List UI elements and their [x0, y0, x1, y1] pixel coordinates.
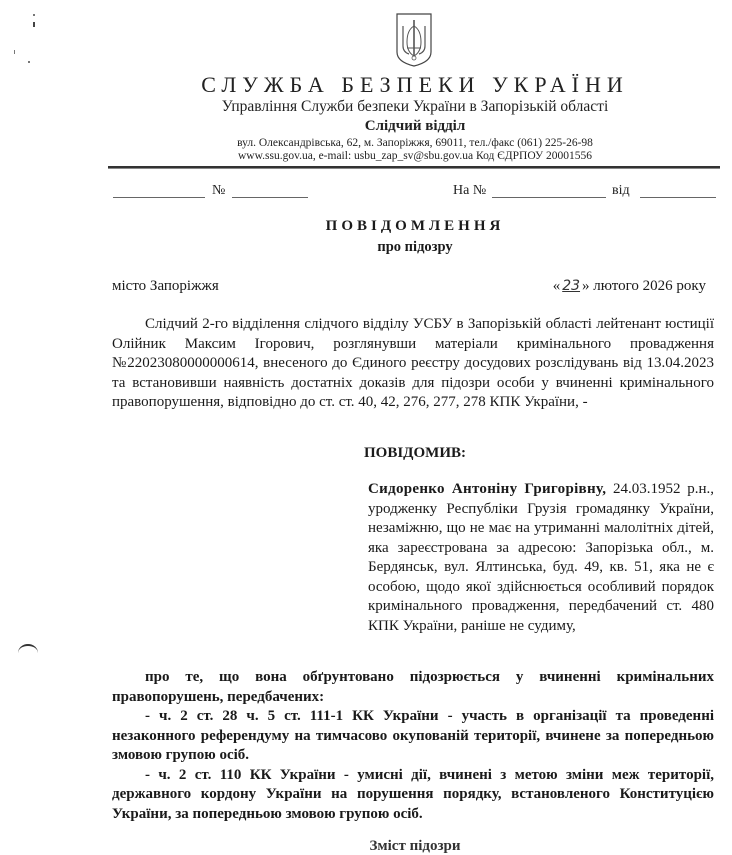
- suspect-name: Сидоренко Антоніну Григорівну,: [368, 481, 607, 497]
- city: місто Запоріжжя: [112, 278, 219, 294]
- intro-paragraph: Слідчий 2-го відділення слідчого відділу УСБУ в Запорізькій області лейтенант юстиції Олійник Максим Ігорович, розглянувши матеріали кримінального провадження №22023080000000614, внесеного до Єдиного реєстру досудових розслідувань від 13.04.2023 та встановивши наявність достатніх доказів для підозри особи у вчиненні кримінального правопорушення, відповідно до ст. ст. 40, 42, 276, 277, 278 КПК України, -: [112, 316, 714, 410]
- suspicion-block: [112, 668, 714, 824]
- contact-web-email: www.ssu.gov.ua, e-mail: usbu_zap_sv@sbu.gov.ua Код ЄДРПОУ 20001556: [237, 150, 593, 162]
- scan-mark: [28, 61, 30, 63]
- reply-number-blank: [492, 197, 606, 198]
- number-sign: №: [212, 183, 226, 198]
- date-blank: [113, 197, 205, 198]
- next-section-heading-cut: Зміст підозри: [369, 838, 461, 854]
- reply-to-label: На №: [453, 183, 487, 198]
- document-subtitle: про підозру: [377, 239, 453, 255]
- scan-mark: [33, 14, 35, 16]
- number-blank: [232, 197, 308, 198]
- document-date: [553, 278, 706, 295]
- month-year: лютого 2026 року: [593, 278, 706, 294]
- directorate-name: Управління Служби безпеки України в Запорізькій області: [221, 98, 609, 115]
- scan-mark: [14, 50, 15, 54]
- binder-hole-mark: [18, 644, 38, 662]
- department-name: Слідчий відділ: [364, 118, 466, 134]
- informed-heading: ПОВІДОМИВ:: [364, 445, 466, 461]
- quote-close: »: [582, 278, 590, 294]
- reply-date-blank: [640, 197, 716, 198]
- contact-address: вул. Олександрівська, 62, м. Запоріжжя, 69011, тел./факс (061) 225-26-98: [237, 137, 593, 149]
- scan-mark: [33, 22, 35, 27]
- quote-open: «: [552, 278, 561, 294]
- organization-name: СЛУЖБА БЕЗПЕКИ УКРАЇНИ: [201, 72, 629, 97]
- handwritten-day: 23: [562, 278, 581, 294]
- header-divider: [108, 166, 720, 169]
- suspect-block: [368, 480, 714, 636]
- document-title: ПОВІДОМЛЕННЯ: [325, 218, 505, 234]
- from-label: від: [612, 183, 630, 198]
- trident-emblem-icon: [395, 12, 433, 68]
- charge-item: - ч. 2 ст. 28 ч. 5 ст. 111-1 КК України - участь в організації та проведенні незаконного референдуму на тимчасово окупованій території, вчинене за попередньою змовою групою осіб.: [112, 708, 714, 763]
- suspect-details: 24.03.1952 р.н., уродженку Республіки Грузія громадянку України, незаміжню, що не має на утриманні малолітніх дітей, яка зареєстрована за адресою: Запорізька обл., м. Бердянськ, вул. Ялтинська, буд. 49, кв. 51, яка не є особою, щодо якої здійснюється особливий порядок кримінального провадження, передбачений ст. 480 КПК України, раніше не судиму,: [368, 481, 714, 634]
- suspicion-intro: про те, що вона обґрунтовано підозрюється у вчиненні кримінальних правопорушень, передбачених:: [112, 669, 714, 705]
- charge-item: - ч. 2 ст. 110 КК України - умисні дії, вчинені з метою зміни меж території, державного кордону України на порушення порядку, встановленого Конституцією України, за попередньою змовою групою осіб.: [112, 766, 714, 822]
